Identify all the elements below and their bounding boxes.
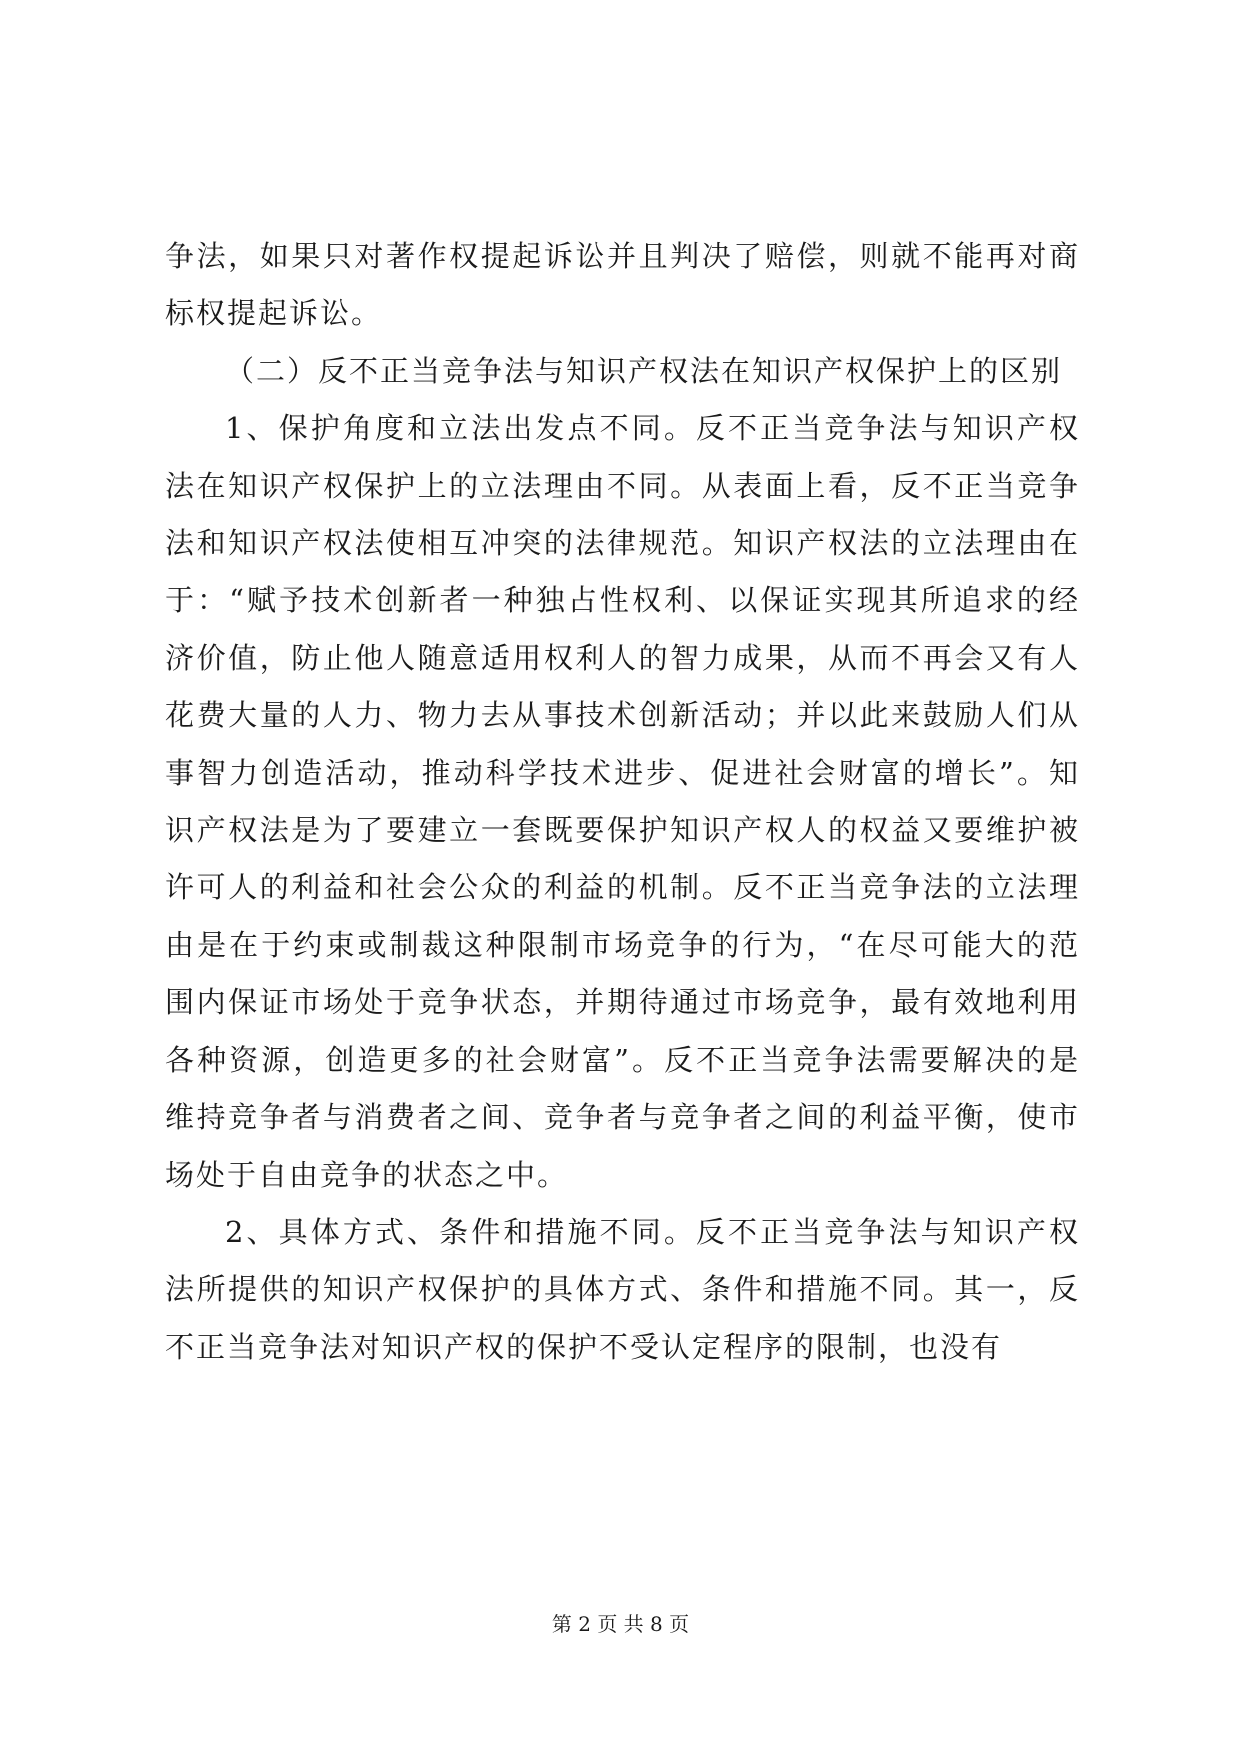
paragraph-point-1: 1、保护角度和立法出发点不同。反不正当竞争法与知识产权法在知识产权保护上的立法理由不同。从表面上看，反不正当竞争法和知识产权法使相互冲突的法律规范。知识产权法的立法理由在于：“赋予技术创新者一种独占性权利、以保证实现其所追求的经济价值，防止他人随意适用权利人的智力成果，从而不再会又有人花费大量的人力、物力去从事技术创新活动；并以此来鼓励人们从事智力创造活动，推动科学技术进步、促进社会财富的增长”。知识产权法是为了要建立一套既要保护知识产权人的权益又要维护被许可人的利益和社会公众的利益的机制。反不正当竞争法的立法理由是在于约束或制裁这种限制市场竞争的行为，“在尽可能大的范围内保证市场处于竞争状态，并期待通过市场竞争，最有效地利用各种资源，创造更多的社会财富”。反不正当竞争法需要解决的是维持竞争者与消费者之间、竞争者与竞争者之间的利益平衡，使市场处于自由竞争的状态之中。 bbox=[165, 411, 1080, 1192]
document-body bbox=[165, 228, 1080, 1376]
paragraph-continuation: 争法，如果只对著作权提起诉讼并且判决了赔偿，则就不能再对商标权提起诉讼。 bbox=[165, 239, 1080, 331]
page-number-footer: 第 2 页 共 8 页 bbox=[551, 1612, 690, 1636]
section-heading: （二）反不正当竞争法与知识产权法在知识产权保护上的区别 bbox=[225, 353, 1063, 388]
paragraph-point-2: 2、具体方式、条件和措施不同。反不正当竞争法与知识产权法所提供的知识产权保护的具体方式、条件和措施不同。其一，反不正当竞争法对知识产权的保护不受认定程序的限制，也没有 bbox=[165, 1214, 1080, 1364]
